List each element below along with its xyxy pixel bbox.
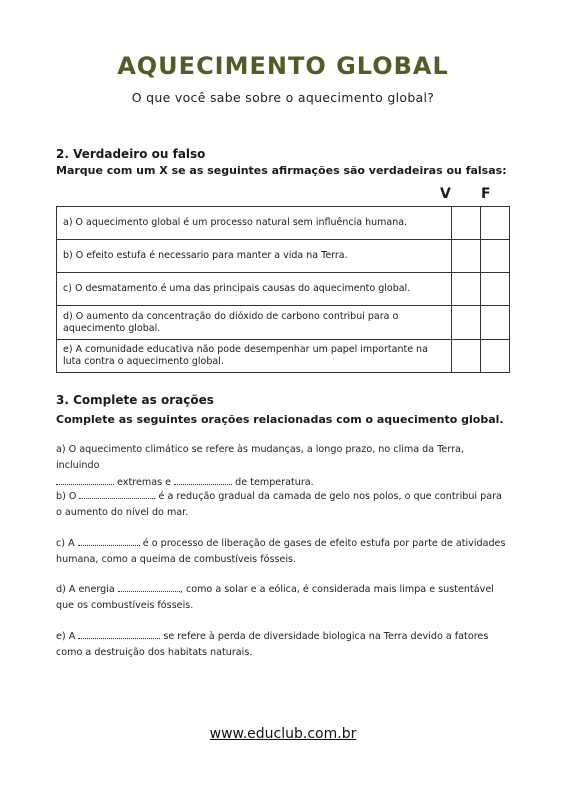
checkbox-v-a[interactable] xyxy=(452,207,481,240)
page-title: AQUECIMENTO GLOBAL xyxy=(117,52,449,80)
blank-e[interactable] xyxy=(78,628,160,639)
statement-a: a) O aquecimento global é um processo natural sem influência humana. xyxy=(57,207,452,240)
sentence-d xyxy=(56,581,506,614)
checkbox-f-a[interactable] xyxy=(481,207,510,240)
table-row xyxy=(57,306,510,340)
blank-a-2[interactable] xyxy=(174,474,232,485)
table-row xyxy=(57,273,510,306)
checkbox-v-c[interactable] xyxy=(452,273,481,306)
section-3-title: 3. Complete as orações xyxy=(56,393,214,407)
sentence-a-text-1: a) O aquecimento climático se refere às mudanças, a longo prazo, no clima da Terra, incluindo xyxy=(56,444,464,471)
sentence-b-text-1: b) O xyxy=(56,491,80,502)
checkbox-v-b[interactable] xyxy=(452,240,481,273)
sentence-d-text-1: d) A energia xyxy=(56,584,118,595)
section-3-instruction: Complete as seguintes orações relacionadas com o aquecimento global. xyxy=(56,413,504,426)
sentence-d-text-2: , como a solar e a eólica, é considerada mais limpa e sustentável que os combustíveis fósseis. xyxy=(56,584,494,611)
sentence-e-text-1: e) A xyxy=(56,631,79,642)
checkbox-f-b[interactable] xyxy=(481,240,510,273)
blank-d[interactable] xyxy=(118,581,180,592)
checkbox-f-e[interactable] xyxy=(481,340,510,373)
statement-e: e) A comunidade educativa não pode desempenhar um papel importante na luta contra o aquecimento global. xyxy=(57,340,452,373)
sentence-a-text-3: de temperatura. xyxy=(232,477,314,488)
statement-b: b) O efeito estufa é necessario para manter a vida na Terra. xyxy=(57,240,452,273)
sentence-b-text-2: é a redução gradual da camada de gelo nos polos, o que contribui para o aumento do nível do mar. xyxy=(56,491,502,518)
checkbox-f-c[interactable] xyxy=(481,273,510,306)
page-subtitle: O que você sabe sobre o aquecimento global? xyxy=(131,90,435,105)
column-f-header: F xyxy=(481,186,491,202)
section-2-title: 2. Verdadeiro ou falso xyxy=(56,147,206,161)
blank-a-1[interactable] xyxy=(56,474,114,485)
table-row xyxy=(57,240,510,273)
footer-link[interactable]: www.educlub.com.br xyxy=(209,726,357,742)
statement-c: c) O desmatamento é uma das principais causas do aquecimento global. xyxy=(57,273,452,306)
checkbox-v-d[interactable] xyxy=(452,306,481,340)
sentence-b xyxy=(56,488,506,521)
checkbox-v-e[interactable] xyxy=(452,340,481,373)
sentence-c-text-2: é o processo de liberação de gases de efeito estufa por parte de atividades humana, como a queima de combustíveis fósseis. xyxy=(56,538,506,565)
sentence-e xyxy=(56,628,506,661)
sentence-a-text-2: extremas e xyxy=(114,477,175,488)
blank-b[interactable] xyxy=(79,488,155,499)
section-2-instruction: Marque com um X se as seguintes afirmações são verdadeiras ou falsas: xyxy=(56,164,507,177)
statement-d: d) O aumento da concentração do dióxido de carbono contribui para o aquecimento global. xyxy=(57,306,452,340)
table-row xyxy=(57,207,510,240)
checkbox-f-d[interactable] xyxy=(481,306,510,340)
sentence-e-text-2: se refere à perda de diversidade biologica na Terra devido a fatores como a destruição dos habitats naturais. xyxy=(56,631,489,658)
true-false-table xyxy=(56,206,510,373)
table-row xyxy=(57,340,510,373)
column-v-header: V xyxy=(440,186,451,202)
sentence-c-text-1: c) A xyxy=(56,538,78,549)
sentence-c xyxy=(56,535,506,568)
blank-c[interactable] xyxy=(78,535,140,546)
sentence-a xyxy=(56,442,506,491)
